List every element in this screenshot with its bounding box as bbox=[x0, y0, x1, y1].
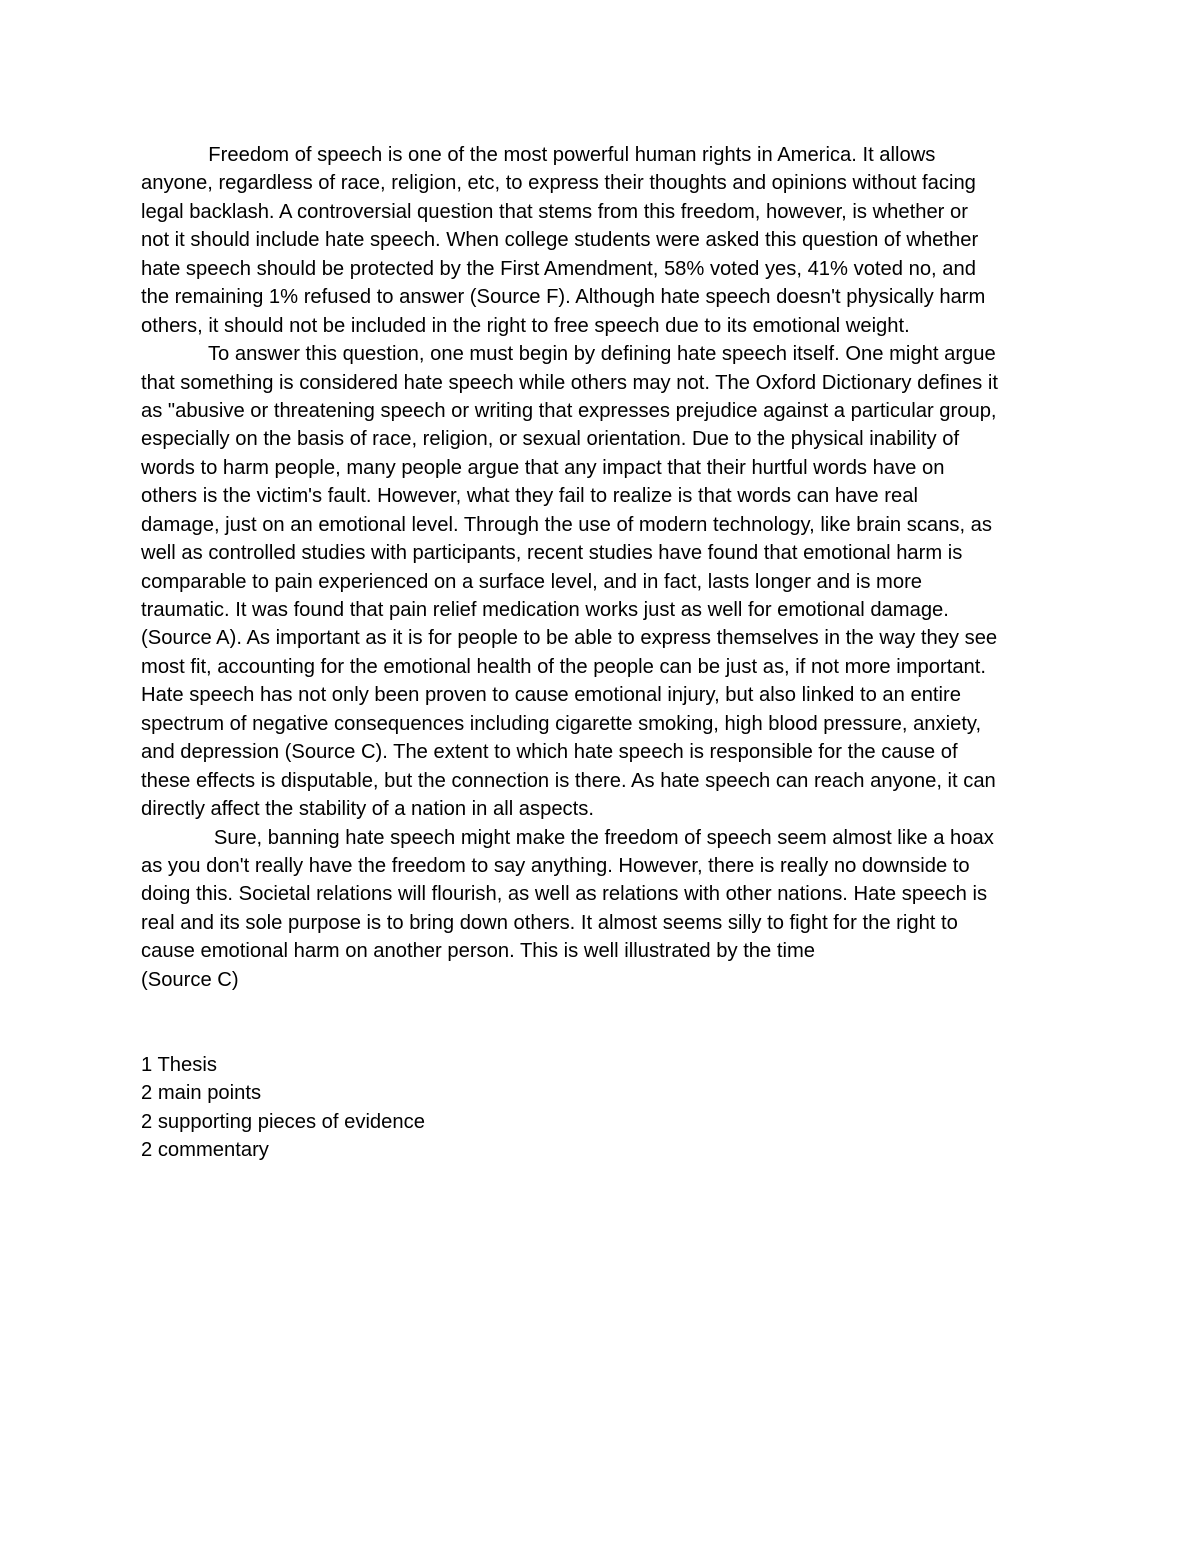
text-line: others, it should not be included in the right to free speech due to its emotional weight. bbox=[141, 314, 910, 337]
text-line: not it should include hate speech. When college students were asked this question of whether bbox=[141, 229, 979, 252]
paragraph-body bbox=[141, 340, 1061, 823]
text-line: hate speech should be protected by the First Amendment, 58% voted yes, 41% voted no, and bbox=[141, 257, 976, 280]
text-line: spectrum of negative consequences including cigarette smoking, high blood pressure, anxiety, bbox=[141, 712, 982, 735]
paragraph-counterargument bbox=[141, 824, 1061, 995]
checklist-item: 2 main points bbox=[141, 1082, 262, 1105]
text-line: as "abusive or threatening speech or writing that expresses prejudice against a particular group, bbox=[141, 399, 997, 422]
text-line: comparable to pain experienced on a surface level, and in fact, lasts longer and is more bbox=[141, 570, 923, 593]
text-line: the remaining 1% refused to answer (Source F). Although hate speech doesn't physically harm bbox=[141, 286, 986, 309]
text-line: and depression (Source C). The extent to which hate speech is responsible for the cause of bbox=[141, 741, 958, 764]
text-line: directly affect the stability of a nation in all aspects. bbox=[141, 798, 594, 821]
essay-checklist bbox=[141, 1051, 1061, 1165]
text-line: anyone, regardless of race, religion, etc, to express their thoughts and opinions without facing bbox=[141, 172, 976, 195]
blank-line bbox=[141, 1023, 1061, 1051]
text-line: doing this. Societal relations will flourish, as well as relations with other nations. Hate speech is bbox=[141, 883, 988, 906]
blank-line bbox=[141, 994, 1061, 1022]
text-line: cause emotional harm on another person. This is well illustrated by the time bbox=[141, 940, 816, 963]
text-line: legal backlash. A controversial question that stems from this freedom, however, is whether or bbox=[141, 200, 968, 223]
text-line: damage, just on an emotional level. Through the use of modern technology, like brain scans, as bbox=[141, 513, 992, 536]
checklist-item: 2 commentary bbox=[141, 1139, 269, 1162]
text-line: these effects is disputable, but the connection is there. As hate speech can reach anyone, it can bbox=[141, 769, 996, 792]
text-line: Hate speech has not only been proven to cause emotional injury, but also linked to an entire bbox=[141, 684, 961, 707]
text-line: words to harm people, many people argue that any impact that their hurtful words have on bbox=[141, 456, 945, 479]
document-body bbox=[141, 141, 1061, 1165]
text-line: as you don't really have the freedom to say anything. However, there is really no downside to bbox=[141, 854, 970, 877]
text-line: traumatic. It was found that pain relief medication works just as well for emotional damage. bbox=[141, 599, 949, 621]
text-line: that something is considered hate speech while others may not. The Oxford Dictionary defines it bbox=[141, 371, 998, 394]
text-line: real and its sole purpose is to bring down others. It almost seems silly to fight for the right to bbox=[141, 911, 958, 934]
text-line: especially on the basis of race, religion, or sexual orientation. Due to the physical inability of bbox=[141, 428, 960, 451]
text-line: To answer this question, one must begin by defining hate speech itself. One might argue bbox=[141, 343, 996, 366]
text-line: (Source C) bbox=[141, 968, 239, 991]
text-line: (Source A). As important as it is for people to be able to express themselves in the way they see bbox=[141, 627, 998, 650]
paragraph-intro bbox=[141, 141, 1061, 340]
checklist-item: 2 supporting pieces of evidence bbox=[141, 1110, 425, 1133]
text-line: most fit, accounting for the emotional health of the people can be just as, if not more important. bbox=[141, 655, 986, 678]
text-line: well as controlled studies with participants, recent studies have found that emotional harm is bbox=[141, 542, 963, 565]
text-line: Freedom of speech is one of the most powerful human rights in America. It allows bbox=[141, 144, 936, 166]
checklist-item: 1 Thesis bbox=[141, 1054, 217, 1076]
text-line: Sure, banning hate speech might make the freedom of speech seem almost like a hoax bbox=[141, 826, 994, 849]
text-line: others is the victim's fault. However, what they fail to realize is that words can have real bbox=[141, 485, 918, 508]
